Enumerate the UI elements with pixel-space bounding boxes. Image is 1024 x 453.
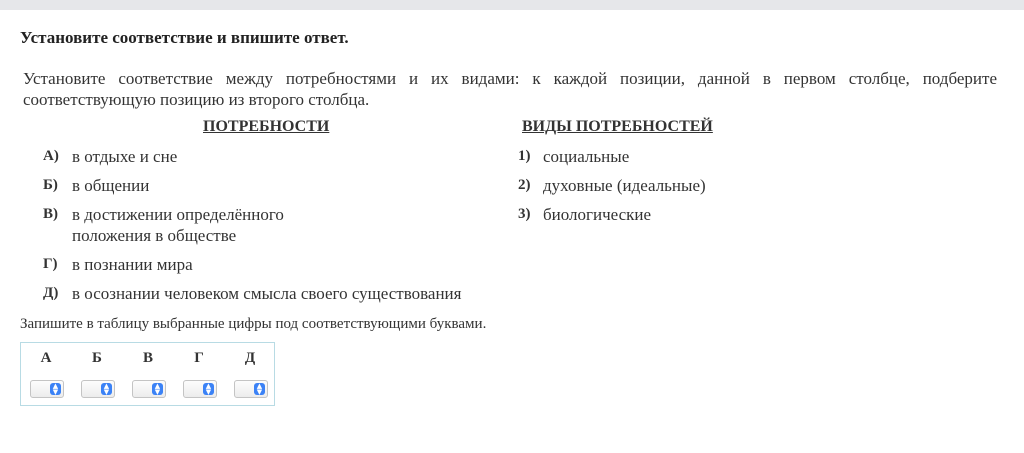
needs-column-title: ПОТРЕБНОСТИ	[203, 118, 330, 135]
answer-select-v[interactable]	[132, 380, 166, 398]
need-key: Б)	[43, 177, 58, 193]
answer-header-a: А	[40, 350, 52, 366]
updown-arrows-icon: ▲ ▼	[101, 383, 112, 395]
need-text: в познании мира	[72, 255, 193, 274]
updown-arrows-icon: ▲ ▼	[254, 383, 265, 395]
top-bar	[0, 0, 1024, 10]
answer-header-g: Г	[194, 350, 204, 366]
type-text: биологические	[543, 205, 652, 224]
answer-table	[20, 342, 275, 406]
need-text: в отдыхе и сне	[72, 147, 178, 166]
updown-arrows-icon: ▲ ▼	[203, 383, 214, 395]
need-key: Г)	[43, 256, 58, 272]
task-intro: Установите соответствие между потребностями и их видами: к каждой позиции, данной в первом столбце, подберите соответствующую позицию из второго столбца.	[23, 69, 997, 109]
answer-select-d[interactable]	[234, 380, 268, 398]
answer-header-d: Д	[244, 350, 256, 366]
type-text: духовные (идеальные)	[543, 176, 706, 195]
type-text: социальные	[543, 147, 630, 166]
types-column-title: ВИДЫ ПОТРЕБНОСТЕЙ	[522, 118, 713, 135]
updown-arrows-icon: ▲ ▼	[152, 383, 163, 395]
answer-select-g[interactable]	[183, 380, 217, 398]
answer-select-a[interactable]	[30, 380, 64, 398]
answer-header-b: Б	[92, 350, 102, 366]
need-text: в осознании человеком смысла своего существования	[72, 284, 462, 303]
need-key: Д)	[43, 285, 59, 301]
type-key: 1)	[518, 148, 531, 164]
updown-arrows-icon: ▲ ▼	[50, 383, 61, 395]
type-key: 2)	[518, 177, 531, 193]
need-text: в достижении определённого положения в обществе	[72, 205, 284, 245]
answer-instruction: Запишите в таблицу выбранные цифры под соответствующими буквами.	[20, 316, 487, 332]
type-key: 3)	[518, 206, 531, 222]
task-heading: Установите соответствие и впишите ответ.	[20, 28, 349, 47]
answer-select-b[interactable]	[81, 380, 115, 398]
answer-header-v: В	[142, 350, 153, 366]
need-key: А)	[43, 148, 59, 164]
need-text: в общении	[72, 176, 150, 195]
need-key: В)	[43, 206, 58, 222]
